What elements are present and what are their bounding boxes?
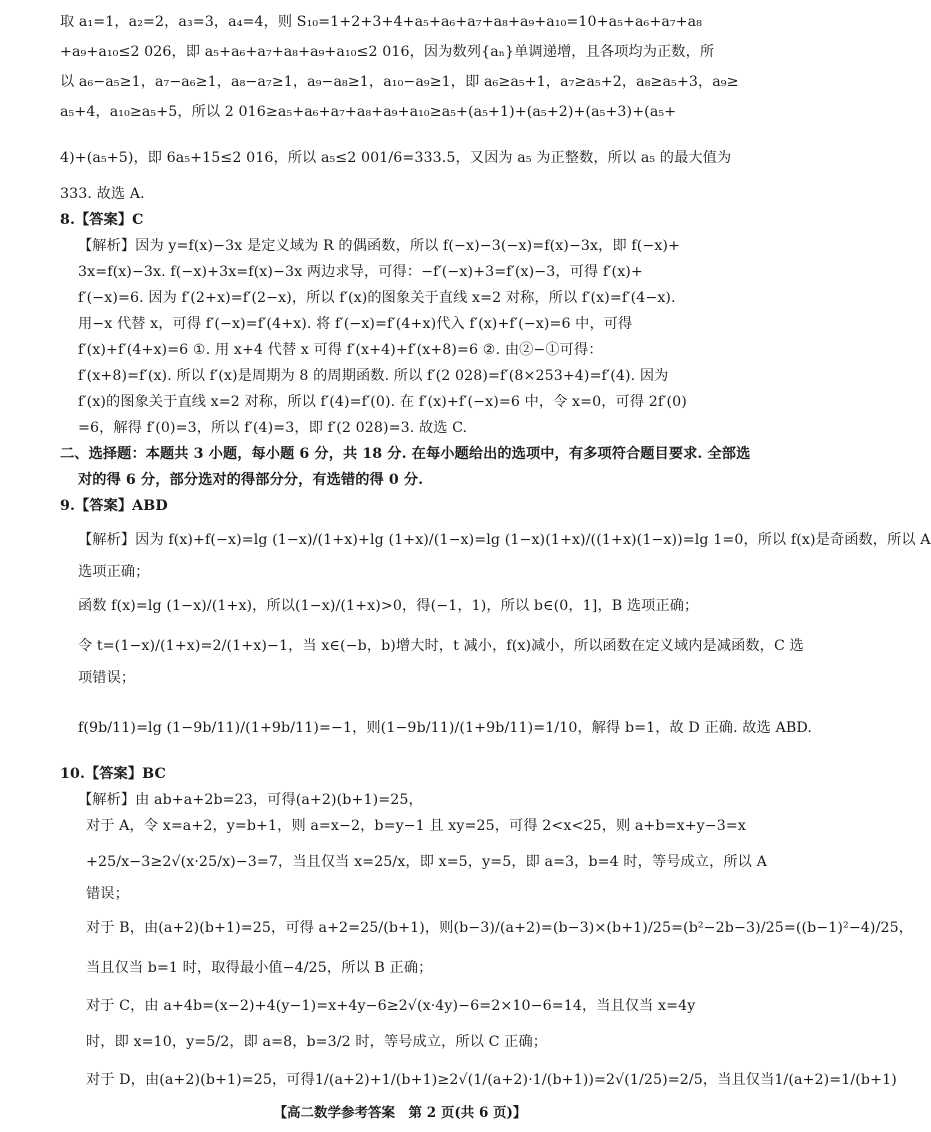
page-footer: 【高二数学参考答案 第 2 页(共 6 页)】 <box>273 1105 527 1121</box>
text-line: +25/x−3≥2√(x·25/x)−3=7，当且仅当 x=25/x，即 x=5，y=5，即 a=3，b=4 时，等号成立，所以 A <box>86 854 767 870</box>
text-line: 8.【答案】C <box>60 212 144 228</box>
text-line: 选项正确； <box>78 564 150 580</box>
text-line: +a₉+a₁₀≤2 026，即 a₅+a₆+a₇+a₈+a₉+a₁₀≤2 016，因为数列{aₙ}单调递增，且各项均为正数，所 <box>60 44 715 60</box>
text-line: 对于 A，令 x=a+2，y=b+1，则 a=x−2，b=y−1 且 xy=25，可得 2<x<25，则 a+b=x+y−3=x <box>86 818 746 834</box>
text-line: 对的得 6 分，部分选对的得部分分，有选错的得 0 分. <box>78 472 424 488</box>
text-line: 取 a₁=1，a₂=2，a₃=3，a₄=4，则 S₁₀=1+2+3+4+a₅+a₆+a₇+a₈+a₉+a₁₀=10+a₅+a₆+a₇+a₈ <box>60 14 702 30</box>
text-line: 错误； <box>86 886 129 902</box>
text-line: 当且仅当 b=1 时，取得最小值−4/25，所以 B 正确； <box>86 960 433 976</box>
text-line: 项错误； <box>78 670 136 686</box>
text-line: 333. 故选 A. <box>60 186 145 202</box>
text-line: 二、选择题：本题共 3 小题，每小题 6 分，共 18 分. 在每小题给出的选项中，有多项符合题目要求. 全部选 <box>60 446 751 462</box>
text-line: f′(x)+f′(4+x)=6 ①. 用 x+4 代替 x 可得 f′(x+4)+f′(x+8)=6 ②. 由②−①可得： <box>78 342 603 358</box>
text-line: f′(x+8)=f′(x). 所以 f′(x)是周期为 8 的周期函数. 所以 f′(2 028)=f′(8×253+4)=f′(4). 因为 <box>78 368 669 384</box>
text-line: =6，解得 f′(0)=3，所以 f′(4)=3，即 f′(2 028)=3. 故选 C. <box>78 420 468 436</box>
text-line: 对于 D，由(a+2)(b+1)=25，可得1/(a+2)+1/(b+1)≥2√(1/(a+2)·1/(b+1))=2√(1/25)=2/5，当且仅当1/(a+2)=1/(b+1) <box>86 1072 897 1088</box>
text-line: 【解析】因为 y=f(x)−3x 是定义域为 R 的偶函数，所以 f(−x)−3(−x)=f(x)−3x，即 f(−x)+ <box>78 238 681 254</box>
text-line: 函数 f(x)=lg (1−x)/(1+x)，所以(1−x)/(1+x)>0，得(−1，1)，所以 b∈(0，1]，B 选项正确； <box>78 598 699 614</box>
text-line: 对于 C，由 a+4b=(x−2)+4(y−1)=x+4y−6≥2√(x·4y)−6=2×10−6=14，当且仅当 x=4y <box>86 998 696 1014</box>
text-line: 令 t=(1−x)/(1+x)=2/(1+x)−1，当 x∈(−b，b)增大时，t 减小，f(x)减小，所以函数在定义域内是减函数，C 选 <box>78 638 804 654</box>
text-line: 9.【答案】ABD <box>60 498 168 514</box>
text-line: 10.【答案】BC <box>60 766 166 782</box>
text-line: f′(x)的图象关于直线 x=2 对称，所以 f′(4)=f′(0). 在 f′(x)+f′(−x)=6 中，令 x=0，可得 2f′(0) <box>78 394 687 410</box>
text-line: 时，即 x=10，y=5/2，即 a=8，b=3/2 时，等号成立，所以 C 正确； <box>86 1034 548 1050</box>
text-line: f(9b/11)=lg (1−9b/11)/(1+9b/11)=−1，则(1−9b/11)/(1+9b/11)=1/10，解得 b=1，故 D 正确. 故选 ABD. <box>78 720 812 736</box>
text-line: f′(−x)=6. 因为 f′(2+x)=f′(2−x)，所以 f′(x)的图象关于直线 x=2 对称，所以 f′(x)=f′(4−x). <box>78 290 676 306</box>
text-line: 【解析】因为 f(x)+f(−x)=lg (1−x)/(1+x)+lg (1+x)/(1−x)=lg (1−x)(1+x)/((1+x)(1−x))=lg 1=0，所以 f(x)是奇函数，所以 A <box>78 532 931 548</box>
text-line: a₅+4，a₁₀≥a₅+5，所以 2 016≥a₅+a₆+a₇+a₈+a₉+a₁₀≥a₅+(a₅+1)+(a₅+2)+(a₅+3)+(a₅+ <box>60 104 677 120</box>
text-line: 【解析】由 ab+a+2b=23，可得(a+2)(b+1)=25， <box>78 792 423 808</box>
text-line: 对于 B，由(a+2)(b+1)=25，可得 a+2=25/(b+1)，则(b−3)/(a+2)=(b−3)×(b+1)/25=(b²−2b−3)/25=((b−1)²−4)/25， <box>86 920 913 936</box>
text-line: 3x=f(x)−3x. f(−x)+3x=f(x)−3x 两边求导，可得：−f′(−x)+3=f′(x)−3，可得 f′(x)+ <box>78 264 643 280</box>
text-line: 以 a₆−a₅≥1，a₇−a₆≥1，a₈−a₇≥1，a₉−a₈≥1，a₁₀−a₉≥1，即 a₆≥a₅+1，a₇≥a₅+2，a₈≥a₅+3，a₉≥ <box>60 74 739 90</box>
text-line: 用−x 代替 x，可得 f′(−x)=f′(4+x). 将 f′(−x)=f′(4+x)代入 f′(x)+f′(−x)=6 中，可得 <box>78 316 633 332</box>
text-line: 4)+(a₅+5)，即 6a₅+15≤2 016，所以 a₅≤2 001/6=333.5，又因为 a₅ 为正整数，所以 a₅ 的最大值为 <box>60 150 732 166</box>
